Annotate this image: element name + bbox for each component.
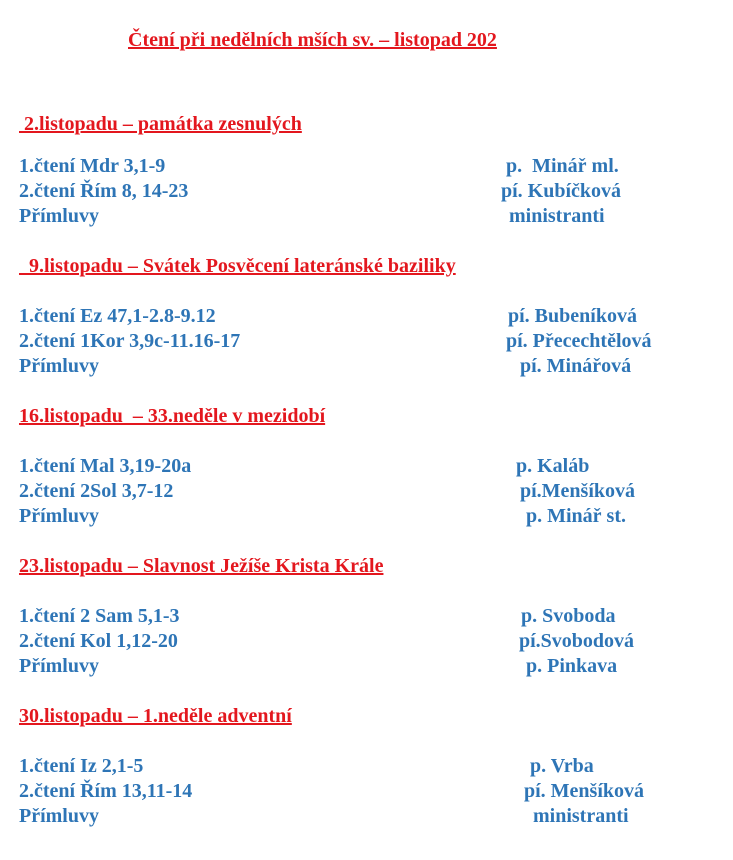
reading-label: 2.čtení 1Kor 3,9c-11.16-17 xyxy=(19,330,241,352)
reader-name: pí. Kubíčková xyxy=(501,180,622,202)
reading-label: 2.čtení Řím 13,11-14 xyxy=(19,780,193,802)
reading-label: 1.čtení Ez 47,1-2.8-9.12 xyxy=(19,305,216,327)
reader-name: p. Minář ml. xyxy=(506,155,619,177)
section-heading-23-listopadu: 23.listopadu – Slavnost Ježíše Krista Krále xyxy=(19,555,384,577)
reader-name: pí. Přecechtělová xyxy=(506,330,652,352)
section-heading-9-listopadu: 9.listopadu – Svátek Posvěcení lateránské baziliky xyxy=(19,255,456,277)
reading-label: 1.čtení Iz 2,1-5 xyxy=(19,755,144,777)
section-heading-30-listopadu: 30.listopadu – 1.neděle adventní xyxy=(19,705,292,727)
section-heading-16-listopadu: 16.listopadu – 33.neděle v mezidobí xyxy=(19,405,326,427)
section-heading-2-listopadu: 2.listopadu – památka zesnulých xyxy=(19,113,302,135)
reading-label: Přímluvy xyxy=(19,205,99,227)
reader-name: pí. Bubeníková xyxy=(508,305,637,327)
reading-label: 1.čtení Mdr 3,1-9 xyxy=(19,155,166,177)
reader-name: pí.Menšíková xyxy=(520,480,636,502)
reading-label: 1.čtení 2 Sam 5,1-3 xyxy=(19,605,180,627)
reader-name: pí. Menšíková xyxy=(524,780,645,802)
reading-label: 2.čtení Řím 8, 14-23 xyxy=(19,180,189,202)
reading-label: Přímluvy xyxy=(19,655,99,677)
reading-label: Přímluvy xyxy=(19,805,99,827)
page-title: Čtení při nedělních mších sv. – listopad 202 xyxy=(128,29,497,51)
reader-name: p. Minář st. xyxy=(526,505,626,527)
reader-name: ministranti xyxy=(533,805,629,827)
reader-name: ministranti xyxy=(509,205,605,227)
reading-label: Přímluvy xyxy=(19,505,99,527)
reading-label: 2.čtení Kol 1,12-20 xyxy=(19,630,178,652)
reading-label: Přímluvy xyxy=(19,355,99,377)
reader-name: p. Svoboda xyxy=(521,605,616,627)
reading-label: 2.čtení 2Sol 3,7-12 xyxy=(19,480,174,502)
reader-name: p. Kaláb xyxy=(516,455,590,477)
reader-name: pí. Minářová xyxy=(520,355,632,377)
reader-name: p. Pinkava xyxy=(526,655,618,677)
reader-name: p. Vrba xyxy=(530,755,594,777)
reading-label: 1.čtení Mal 3,19-20a xyxy=(19,455,192,477)
reader-name: pí.Svobodová xyxy=(519,630,635,652)
